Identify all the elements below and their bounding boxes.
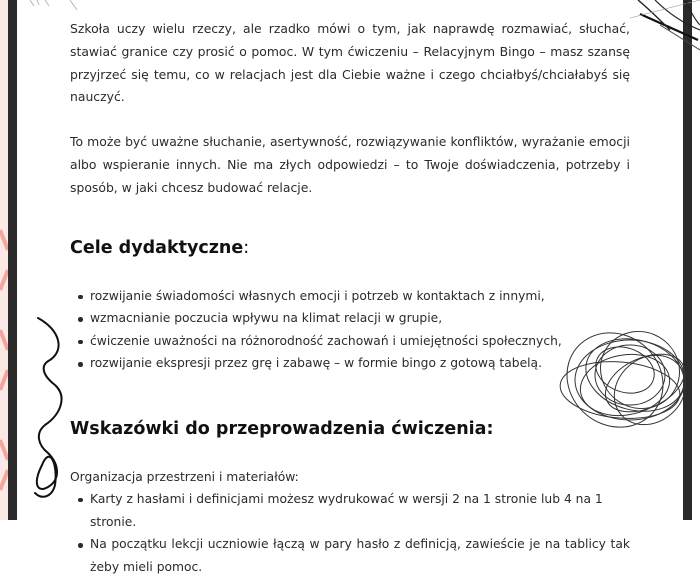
intro-paragraph-1: Szkoła uczy wielu rzeczy, ale rzadko mówi o tym, jak naprawdę rozmawiać, słuchać, stawiać granice czy prosić o pomoc. W tym ćwiczeniu – Relacyjnym Bingo – masz szansę przyjrzeć się temu, co w relacjach jest dla Ciebie ważne i czego chciałbyś/chciałabyś się nauczyć. — [70, 21, 630, 105]
left-frame-bar — [8, 0, 17, 520]
intro-paragraph-2: To może być uważne słuchanie, asertywność, rozwiązywanie konfliktów, wyrażanie emocji albo wspieranie innych. Nie ma złych odpowiedzi – to Twoje doświadczenia, potrzeby i sposób, w jaki chcesz budować relacje. — [70, 134, 630, 195]
goal-item: rozwijanie świadomości własnych emocji i potrzeb w kontaktach z innymi, — [70, 285, 630, 308]
right-frame-bar — [683, 0, 692, 520]
tip-item: Na początku lekcji uczniowie łączą w pary hasło z definicją, zawieście je na tablicy tak żeby mieli pomoc. — [70, 533, 630, 578]
floral-pattern-icon — [0, 0, 8, 520]
goals-heading — [70, 238, 630, 258]
goal-item: wzmacnianie poczucia wpływu na klimat relacji w grupie, — [70, 307, 630, 330]
goals-heading-text: Cele dydaktyczne — [70, 237, 244, 258]
tips-heading: Wskazówki do przeprowadzenia ćwiczenia: — [70, 418, 494, 439]
handwritten-squiggle-icon — [30, 315, 70, 505]
right-margin — [692, 0, 700, 520]
document-content — [70, 18, 630, 578]
goal-item: ćwiczenie uważności na różnorodność zachowań i umiejętności społecznych, — [70, 330, 630, 353]
goals-list — [70, 285, 630, 375]
goals-heading-colon: : — [243, 237, 250, 258]
pink-pattern-margin — [0, 0, 8, 520]
tips-list — [70, 488, 630, 578]
tip-item: Karty z hasłami i definicjami możesz wydrukować w wersji 2 na 1 stronie lub 4 na 1 stronie. — [70, 488, 630, 533]
materials-label: Organizacja przestrzeni i materiałów: — [70, 469, 299, 484]
goal-item: rozwijanie ekspresji przez grę i zabawę – w formie bingo z gotową tabelą. — [70, 352, 630, 375]
top-left-sketch-icon — [25, 0, 85, 12]
